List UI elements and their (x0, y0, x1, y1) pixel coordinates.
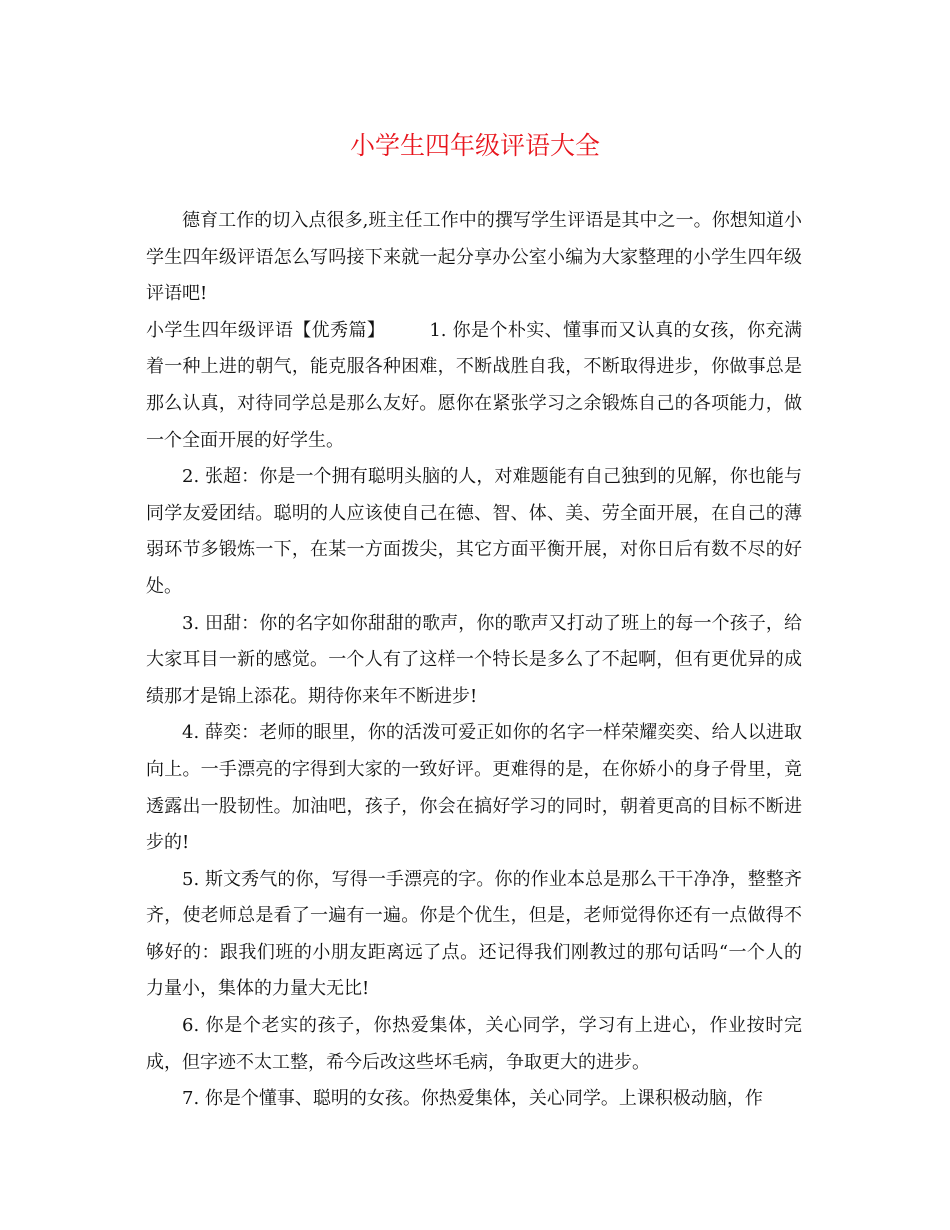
comment-paragraph-5: 5. 斯文秀气的你，写得一手漂亮的字。你的作业本总是那么干干净净，整整齐齐，使老师总是看了一遍有一遍。你是个优生，但是，老师觉得你还有一点做得不够好的：跟我们班的小朋友距离远了点。还记得我们刚教过的那句话吗“一个人的力量小，集体的力量大无比! (146, 868, 802, 1000)
comment-text-1: 1. 你是个朴实、懂事而又认真的女孩，你充满着一种上进的朝气，能克服各种困难，不断战胜自我，不断取得进步，你做事总是那么认真，对待同学总是那么友好。愿你在紧张学习之余锻炼自己的各项能力，做一个全面开展的好学生。 (146, 319, 802, 451)
comment-paragraph-4: 4. 薛奕：老师的眼里，你的活泼可爱正如你的名字一样荣耀奕奕、给人以进取向上。一手漂亮的字得到大家的一致好评。更难得的是，在你娇小的身子骨里，竟透露出一股韧性。加油吧，孩子，你会在搞好学习的同时，朝着更高的目标不断进步的! (146, 722, 802, 854)
comment-paragraph-7: 7. 你是个懂事、聪明的女孩。你热爱集体，关心同学。上课积极动脑，作 (182, 1088, 763, 1110)
document-body (146, 203, 802, 1118)
document-title: 小学生四年级评语大全 (349, 131, 600, 160)
intro-paragraph: 德育工作的切入点很多,班主任工作中的撰写学生评语是其中之一。你想知道小学生四年级评语怎么写吗接下来就一起分享办公室小编为大家整理的小学生四年级评语吧! (146, 210, 802, 305)
section-heading: 小学生四年级评语【优秀篇】 (146, 319, 386, 341)
comment-paragraph-2: 2. 张超：你是一个拥有聪明头脑的人，对难题能有自己独到的见解，你也能与同学友爱团结。聪明的人应该使自己在德、智、体、美、劳全面开展，在自己的薄弱环节多锻炼一下，在某一方面拨尖，其它方面平衡开展，对你日后有数不尽的好处。 (146, 466, 802, 597)
comment-paragraph-3: 3. 田甜：你的名字如你甜甜的歌声，你的歌声又打动了班上的每一个孩子，给大家耳目一新的感觉。一个人有了这样一个特长是多么了不起啊，但有更优异的成绩那才是锦上添花。期待你来年不断进步! (146, 612, 802, 707)
comment-paragraph-1 (146, 313, 802, 459)
comment-paragraph-6: 6. 你是个老实的孩子，你热爱集体，关心同学，学习有上进心，作业按时完成，但字迹不太工整，希今后改这些坏毛病，争取更大的进步。 (146, 1015, 802, 1073)
